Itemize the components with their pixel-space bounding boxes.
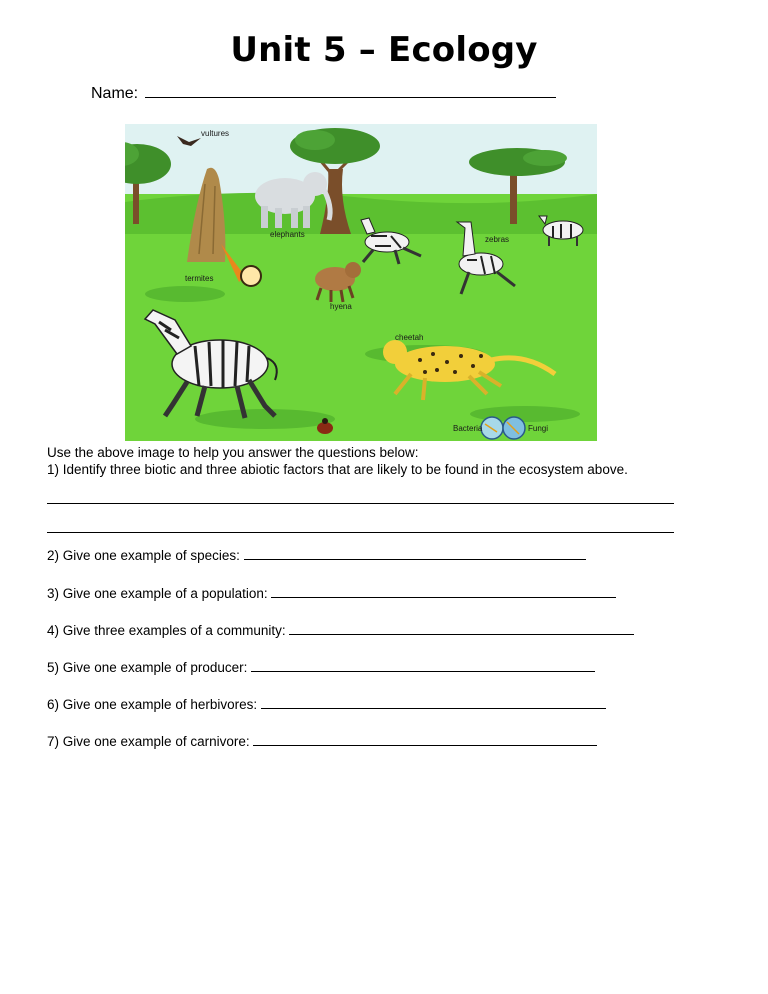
question-1-text: 1) Identify three biotic and three abiotic factors that are likely to be found in the ecosystem above.	[47, 462, 628, 477]
label-hyena: hyena	[330, 302, 352, 311]
answer-blank-6[interactable]	[261, 694, 606, 709]
label-fungi: Fungi	[528, 424, 549, 433]
instructions-block	[47, 444, 628, 478]
name-field[interactable]	[91, 83, 556, 103]
answer-blank-3[interactable]	[271, 583, 616, 598]
question-3-text: 3) Give one example of a population:	[47, 586, 268, 601]
ecosystem-illustration	[125, 124, 597, 441]
question-4-text: 4) Give three examples of a community:	[47, 623, 286, 638]
answer-blank-7[interactable]	[253, 731, 597, 746]
question-2	[47, 545, 586, 563]
name-label: Name:	[91, 85, 139, 102]
label-elephants: elephants	[270, 230, 305, 239]
answer-blank-4[interactable]	[289, 620, 634, 635]
answer-line-1[interactable]	[47, 503, 674, 504]
answer-blank-5[interactable]	[251, 657, 595, 672]
question-5-text: 5) Give one example of producer:	[47, 660, 248, 675]
question-6	[47, 694, 606, 712]
instructions-text: Use the above image to help you answer the questions below:	[47, 445, 419, 460]
label-bacteria: Bacteria	[453, 424, 483, 433]
answer-blank-2[interactable]	[244, 545, 586, 560]
question-2-text: 2) Give one example of species:	[47, 548, 240, 563]
page-title: Unit 5 – Ecology	[230, 30, 538, 70]
question-7-text: 7) Give one example of carnivore:	[47, 734, 250, 749]
question-3	[47, 583, 616, 601]
question-7	[47, 731, 597, 749]
label-cheetah: cheetah	[395, 333, 424, 342]
answer-line-2[interactable]	[47, 532, 674, 533]
label-termites: termites	[185, 274, 214, 283]
name-blank-line[interactable]	[145, 83, 556, 98]
label-vultures: vultures	[201, 129, 230, 138]
question-4	[47, 620, 634, 638]
question-5	[47, 657, 595, 675]
label-zebras: zebras	[485, 235, 510, 244]
question-6-text: 6) Give one example of herbivores:	[47, 697, 258, 712]
